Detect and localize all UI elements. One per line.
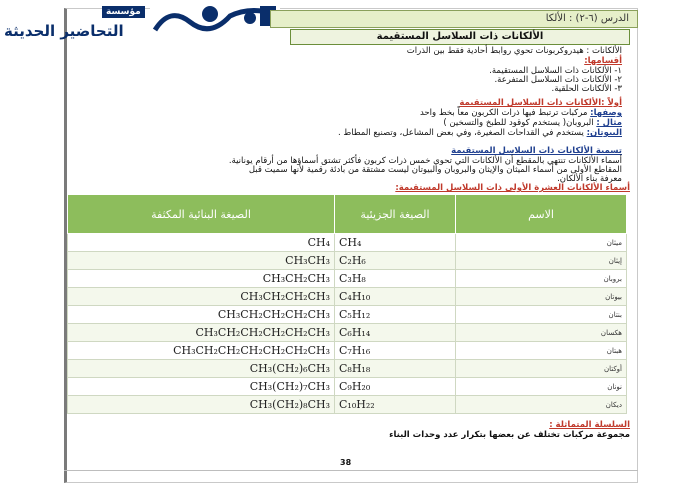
table-row bbox=[68, 252, 627, 270]
alkane-name: نونان bbox=[456, 378, 627, 396]
table-caption: أسماء الألكانات العشرة الأولى ذات السلاسل المستقيمة: bbox=[395, 183, 630, 193]
molecular-formula: C₅H₁₂ bbox=[335, 306, 456, 324]
homologous-heading: السلسلة المتماثلة : bbox=[549, 420, 630, 430]
types-heading: أقسامها: bbox=[584, 56, 622, 66]
table-header-row bbox=[68, 195, 627, 234]
structural-formula: CH₃CH₂CH₂CH₂CH₂CH₃ bbox=[68, 324, 335, 342]
bottom-divider bbox=[64, 470, 638, 471]
structural-formula: CH₃CH₂CH₂CH₂CH₃ bbox=[68, 306, 335, 324]
structural-formula: CH₃CH₂CH₂CH₂CH₂CH₂CH₃ bbox=[68, 342, 335, 360]
type-item: ١- الألكانات ذات السلاسل المستقيمة. bbox=[489, 66, 622, 76]
table-row bbox=[68, 234, 627, 252]
description-text: مركبات ترتبط فيها ذرات الكربون معاً بخط واحد bbox=[419, 108, 588, 118]
alkane-definition: الألكانات : هيدروكربونات تحوي روابط أحادية فقط بين الذرات bbox=[406, 46, 622, 56]
molecular-formula: C₆H₁₄ bbox=[335, 324, 456, 342]
alkanes-table bbox=[67, 194, 627, 414]
naming-text-line: المقاطع الأولى من أسماء الميثان والإيثان والبروبان والبيوتان ليست مشتقة من بادئة رقمية لأنها سميت قبل bbox=[248, 165, 622, 175]
alkane-name: بيوتان bbox=[456, 288, 627, 306]
description-label: وصفها: bbox=[590, 108, 622, 118]
molecular-formula: C₉H₂₀ bbox=[335, 378, 456, 396]
logo-subtitle: مؤسسة bbox=[102, 6, 145, 18]
molecular-formula: CH₄ bbox=[335, 234, 456, 252]
structural-formula: CH₃CH₃ bbox=[68, 252, 335, 270]
table-row bbox=[68, 342, 627, 360]
butane-line bbox=[338, 128, 622, 138]
table-row bbox=[68, 270, 627, 288]
column-header-name: الاسم bbox=[456, 195, 627, 234]
butane-label: البيوتان: bbox=[586, 128, 622, 138]
example-label: مثال : bbox=[596, 118, 622, 128]
molecular-formula: C₄H₁₀ bbox=[335, 288, 456, 306]
description-line bbox=[420, 108, 622, 118]
table-row bbox=[68, 378, 627, 396]
page-number: 38 bbox=[340, 458, 352, 467]
alkane-name: بنتان bbox=[456, 306, 627, 324]
structural-formula: CH₃(CH₂)₇CH₃ bbox=[68, 378, 335, 396]
alkane-name: هكسان bbox=[456, 324, 627, 342]
molecular-formula: C₃H₈ bbox=[335, 270, 456, 288]
table-row bbox=[68, 306, 627, 324]
alkane-name: ميثان bbox=[456, 234, 627, 252]
molecular-formula: C₂H₆ bbox=[335, 252, 456, 270]
lesson-header: الدرس (٦-٢) : الألكا bbox=[270, 10, 638, 28]
structural-formula: CH₃CH₂CH₃ bbox=[68, 270, 335, 288]
column-header-molecular: الصيغة الجزيئية bbox=[335, 195, 456, 234]
structural-formula: CH₃CH₂CH₂CH₃ bbox=[68, 288, 335, 306]
homologous-text: مجموعة مركبات تختلف عن بعضها بتكرار عدد وحدات البناء bbox=[389, 430, 630, 440]
molecular-formula: C₇H₁₆ bbox=[335, 342, 456, 360]
naming-heading: تسمية الألكانات ذات السلاسل المستقيمة bbox=[451, 146, 622, 156]
column-header-structural: الصيغة البنائية المكثفة bbox=[68, 195, 335, 234]
alkane-name: بروبان bbox=[456, 270, 627, 288]
alkane-name: أوكتان bbox=[456, 360, 627, 378]
logo-title: التحاضير الحديثة bbox=[4, 22, 124, 40]
example-line bbox=[443, 118, 622, 128]
table-row bbox=[68, 324, 627, 342]
type-item: ٣- الألكانات الحلقية. bbox=[551, 84, 622, 94]
type-item: ٢- الألكانات ذات السلاسل المتفرعة. bbox=[494, 75, 622, 85]
structural-formula: CH₄ bbox=[68, 234, 335, 252]
table-row bbox=[68, 288, 627, 306]
table-row bbox=[68, 360, 627, 378]
structural-formula: CH₃(CH₂)₈CH₃ bbox=[68, 396, 335, 414]
publisher-logo bbox=[0, 0, 285, 42]
butane-text: يستخدم في القداحات الصغيرة، وفي بعض المشاعل، وتصنيع المطاط . bbox=[337, 128, 584, 138]
naming-text-line: معرفة بناء الألكان. bbox=[557, 174, 622, 184]
naming-text-line: أسماء الألكانات تنتهي بالمقطع أن الألكانات التي تحوي خمس ذرات كربون فأكثر تشتق أسماؤها من أرقام يونانية. bbox=[228, 156, 622, 166]
molecular-formula: C₁₀H₂₂ bbox=[335, 396, 456, 414]
structural-formula: CH₃(CH₂)₆CH₃ bbox=[68, 360, 335, 378]
logo-emblem-icon bbox=[150, 2, 280, 34]
page-title: الألكانات ذات السلاسل المستقيمة bbox=[290, 29, 630, 45]
alkane-name: ديكان bbox=[456, 396, 627, 414]
alkane-name: إيثان bbox=[456, 252, 627, 270]
alkane-name: هبتان bbox=[456, 342, 627, 360]
example-text: البروبان( يستخدم كوقود للطبخ والتسخين ) bbox=[443, 118, 594, 128]
table-row bbox=[68, 396, 627, 414]
molecular-formula: C₈H₁₈ bbox=[335, 360, 456, 378]
section1-heading: أولاً :الألكانات ذات السلاسل المستقيمة bbox=[459, 98, 622, 108]
